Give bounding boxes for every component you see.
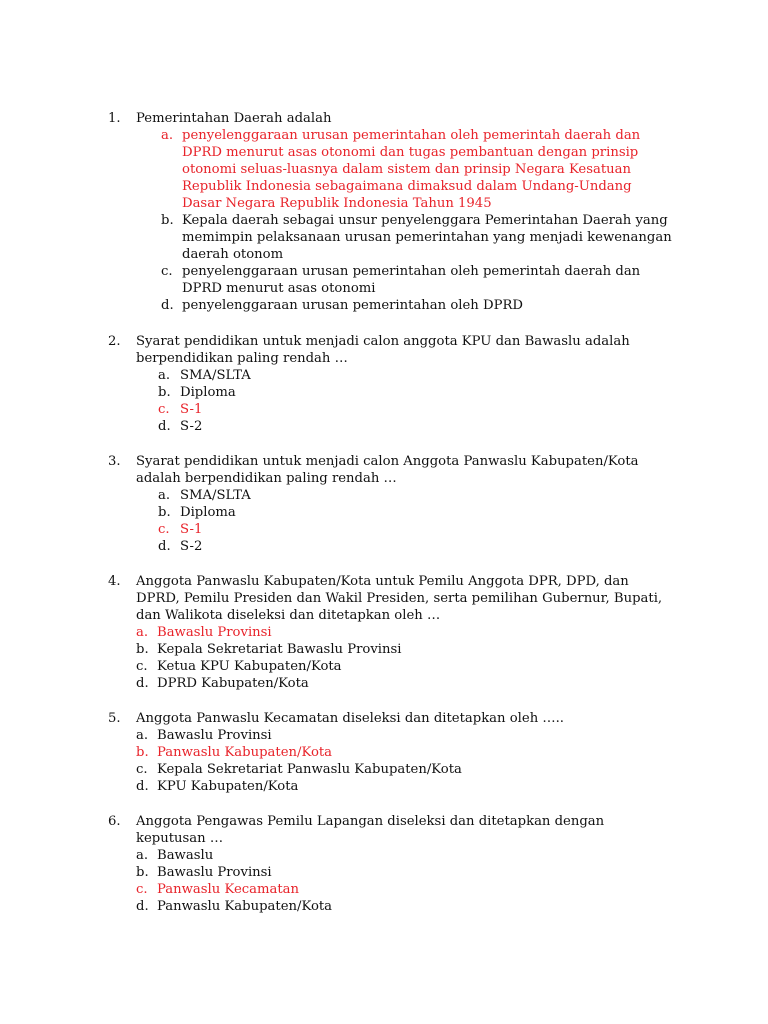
option-a bbox=[108, 127, 668, 212]
question-4 bbox=[108, 573, 668, 692]
option-a bbox=[108, 847, 668, 864]
question-3 bbox=[108, 453, 668, 555]
option-text: Bawaslu Provinsi bbox=[157, 625, 272, 640]
option-a bbox=[108, 487, 668, 504]
option-d bbox=[108, 418, 668, 435]
option-c bbox=[108, 658, 668, 675]
question-stem: Anggota Pengawas Pemilu Lapangan diseleksi dan ditetapkan dengan keputusan … bbox=[136, 814, 605, 846]
option-list bbox=[108, 847, 668, 915]
option-list bbox=[108, 367, 668, 435]
option-letter: c. bbox=[136, 659, 148, 674]
option-text: penyelenggaraan urusan pemerintahan oleh pemerintah daerah dan DPRD menurut asas otonomi dan tugas pembantuan dengan prinsip otonomi seluas-luasnya dalam sistem dan prinsip Negara Kesatuan Republik Indonesia sebagaimana dimaksud dalam Undang-Undang Dasar Negara Republik Indonesia Tahun 1945 bbox=[182, 128, 641, 211]
option-text: Panwaslu Kabupaten/Kota bbox=[157, 745, 333, 760]
question-2 bbox=[108, 333, 668, 435]
option-d bbox=[108, 778, 668, 795]
question-number: 6. bbox=[108, 814, 121, 829]
question-stem: Syarat pendidikan untuk menjadi calon Anggota Panwaslu Kabupaten/Kota adalah berpendidikan paling rendah … bbox=[136, 454, 639, 486]
option-letter: b. bbox=[136, 745, 149, 760]
option-letter: a. bbox=[161, 128, 174, 143]
option-a bbox=[108, 367, 668, 384]
option-list bbox=[108, 624, 668, 692]
option-text: Kepala Sekretariat Panwaslu Kabupaten/Kota bbox=[157, 762, 462, 777]
option-b bbox=[108, 212, 672, 263]
option-c bbox=[108, 263, 668, 297]
option-text: Kepala daerah sebagai unsur penyelenggara Pemerintahan Daerah yang memimpin pelaksanaan urusan pemerintahan yang menjadi kewenangan daerah otonom bbox=[182, 213, 672, 262]
option-text: Ketua KPU Kabupaten/Kota bbox=[157, 659, 342, 674]
option-letter: a. bbox=[136, 625, 149, 640]
option-c bbox=[108, 761, 668, 778]
option-b bbox=[108, 864, 668, 881]
option-letter: b. bbox=[136, 865, 149, 880]
option-letter: b. bbox=[161, 213, 174, 228]
option-text: Diploma bbox=[180, 505, 236, 520]
option-a bbox=[108, 727, 668, 744]
question-6 bbox=[108, 813, 668, 915]
question-number: 3. bbox=[108, 454, 121, 469]
question-number: 4. bbox=[108, 574, 121, 589]
question-number: 2. bbox=[108, 334, 121, 349]
option-letter: a. bbox=[136, 848, 149, 863]
option-c bbox=[108, 521, 668, 538]
option-b bbox=[108, 504, 668, 521]
question-number: 1. bbox=[108, 111, 121, 126]
option-letter: c. bbox=[136, 762, 148, 777]
option-d bbox=[108, 675, 668, 692]
question-stem: Syarat pendidikan untuk menjadi calon anggota KPU dan Bawaslu adalah berpendidikan paling rendah … bbox=[136, 334, 630, 366]
option-letter: d. bbox=[158, 539, 171, 554]
option-letter: d. bbox=[136, 899, 149, 914]
option-text: S-2 bbox=[180, 539, 203, 554]
option-letter: d. bbox=[158, 419, 171, 434]
option-text: Kepala Sekretariat Bawaslu Provinsi bbox=[157, 642, 402, 657]
option-letter: c. bbox=[158, 522, 170, 537]
option-b bbox=[108, 744, 668, 761]
option-text: S-1 bbox=[180, 402, 203, 417]
option-text: Panwaslu Kabupaten/Kota bbox=[157, 899, 333, 914]
option-text: Panwaslu Kecamatan bbox=[157, 882, 300, 897]
option-letter: d. bbox=[161, 298, 174, 313]
option-text: penyelenggaraan urusan pemerintahan oleh DPRD bbox=[182, 298, 523, 313]
option-text: SMA/SLTA bbox=[180, 368, 251, 383]
question-number: 5. bbox=[108, 711, 121, 726]
question-stem: Pemerintahan Daerah adalah bbox=[136, 111, 332, 126]
question-stem: Anggota Panwaslu Kabupaten/Kota untuk Pemilu Anggota DPR, DPD, dan DPRD, Pemilu Presiden dan Wakil Presiden, serta pemilihan Gubernur, Bupati, dan Walikota diseleksi dan ditetapkan oleh … bbox=[136, 574, 663, 623]
option-list bbox=[108, 727, 668, 795]
question-5 bbox=[108, 710, 668, 795]
option-letter: b. bbox=[158, 385, 171, 400]
option-letter: a. bbox=[158, 368, 171, 383]
question-stem: Anggota Panwaslu Kecamatan diseleksi dan ditetapkan oleh ….. bbox=[136, 711, 564, 726]
option-letter: c. bbox=[158, 402, 170, 417]
option-text: SMA/SLTA bbox=[180, 488, 251, 503]
option-d bbox=[108, 297, 668, 314]
option-letter: a. bbox=[158, 488, 171, 503]
option-text: S-1 bbox=[180, 522, 203, 537]
option-a bbox=[108, 624, 668, 641]
option-b bbox=[108, 641, 668, 658]
option-text: penyelenggaraan urusan pemerintahan oleh pemerintah daerah dan DPRD menurut asas otonomi bbox=[182, 264, 641, 296]
option-text: KPU Kabupaten/Kota bbox=[157, 779, 299, 794]
option-letter: d. bbox=[136, 676, 149, 691]
option-letter: d. bbox=[136, 779, 149, 794]
option-letter: a. bbox=[136, 728, 149, 743]
option-text: S-2 bbox=[180, 419, 203, 434]
option-b bbox=[108, 384, 668, 401]
option-text: Bawaslu Provinsi bbox=[157, 865, 272, 880]
option-c bbox=[108, 881, 668, 898]
option-c bbox=[108, 401, 668, 418]
option-list bbox=[108, 487, 668, 555]
option-text: DPRD Kabupaten/Kota bbox=[157, 676, 309, 691]
question-1 bbox=[108, 110, 672, 314]
option-letter: c. bbox=[161, 264, 173, 279]
option-list bbox=[108, 127, 672, 314]
option-text: Diploma bbox=[180, 385, 236, 400]
option-d bbox=[108, 538, 668, 555]
option-text: Bawaslu bbox=[157, 848, 214, 863]
option-letter: c. bbox=[136, 882, 148, 897]
option-d bbox=[108, 898, 668, 915]
option-letter: b. bbox=[136, 642, 149, 657]
option-letter: b. bbox=[158, 505, 171, 520]
option-text: Bawaslu Provinsi bbox=[157, 728, 272, 743]
